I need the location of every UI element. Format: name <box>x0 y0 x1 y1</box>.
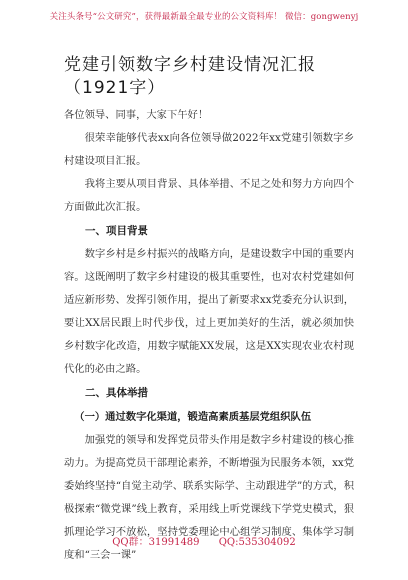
footer-qq-contact: QQ:535304092 <box>218 537 296 548</box>
document-title: 党建引领数字乡村建设情况汇报（1921字） <box>64 55 316 98</box>
footer-contacts <box>0 533 408 548</box>
intro-paragraph-2: 我将主要从项目背景、具体举措、不足之处和努力方向四个方面做此次汇报。 <box>64 178 354 213</box>
subsection-paragraph-1: 加强党的领导和发挥党员带头作用是数字乡村建设的核心推动力。为提高党员干部理论素养，不断增强为民服务本领，xx党委始终坚持“自觉主动学、联系实际学、主动跟进学”的方式，积极探索“微党课”线上教育，采用线上听党课线下学党史模式，狠抓理论学习不放松，坚持党委理论中心组学习制度、集体学习制度和“三会一课” <box>64 434 354 561</box>
section-heading-measures: 二、具体举措 <box>85 387 148 399</box>
header-banner: 关注头条号“公文研究”，获得最新最全最专业的公文资料库！ 微信：gongwenyj <box>49 12 359 22</box>
subsection-heading-1: （一）通过数字化渠道，锻造高素质基层党组织队伍 <box>74 411 312 423</box>
section-heading-background: 一、项目背景 <box>85 225 148 237</box>
section-paragraph-background: 数字乡村是乡村振兴的战略方向，是建设数字中国的重要内容。这既阐明了数字乡村建设的极其重要性，也对农村党建如何适应新形势、发挥引领作用，提出了新要求xx党委充分认识到，要让XX居民跟上时代步伐，过上更加美好的生活，就必须加快乡村数字化改造，用数字赋能XX发展，这是XX实现农业农村现代化的必由之路。 <box>64 248 354 375</box>
greeting: 各位领导、同事，大家下午好！ <box>64 109 209 121</box>
intro-paragraph-1: 很荣幸能够代表xx向各位领导做2022年xx党建引领数字乡村建设项目汇报。 <box>64 132 354 167</box>
footer-qq-group: QQ群：31991489 <box>112 537 200 548</box>
document-body <box>64 54 354 567</box>
